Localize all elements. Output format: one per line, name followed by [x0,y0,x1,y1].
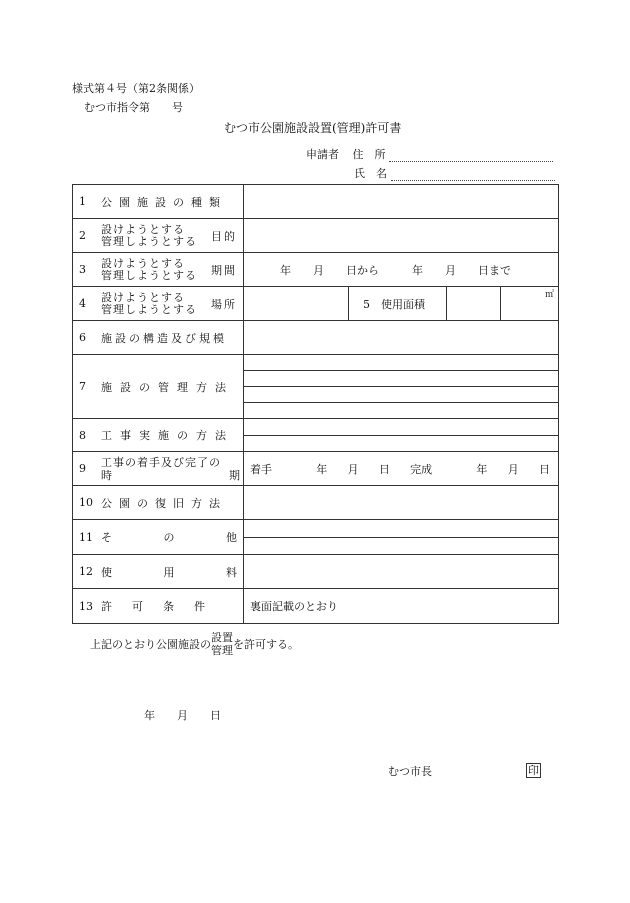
row-number: 9 [79,462,86,475]
page-title: むつ市公園施設設置(管理)許可書 [224,121,402,135]
start-month: 月 [347,462,359,476]
row-number: 13 [79,599,93,613]
option-manage: 管理 [211,644,233,657]
row-label-line2b: 期 [229,468,241,482]
end-month: 月 [507,462,519,476]
end-year: 年 [476,462,488,476]
row-number: 1 [79,195,86,208]
row-label-tail: 期間 [211,263,237,277]
value-cell[interactable] [244,555,559,589]
table-row [73,452,559,486]
row-label-a: 使 [101,565,112,579]
row-label: 工事実施の方法 [101,429,234,442]
name-field[interactable] [391,168,555,181]
end-day: 日 [538,462,550,476]
row-label-c: 料 [226,565,237,579]
form-number: 様式第４号（第2条関係） [72,82,200,95]
address-field[interactable] [389,149,553,162]
command-number: むつ市指令第 号 [84,101,183,114]
location-value[interactable] [244,287,349,321]
table-row [73,555,559,589]
period-value[interactable]: 年 月 日から 年 月 日まで [244,253,559,287]
start-year: 年 [316,462,328,476]
value-cell[interactable] [244,321,559,355]
table-row [73,219,559,253]
row-number: 12 [79,565,93,578]
approval-text-before: 上記のとおり公園施設の [90,638,211,651]
row-number: 4 [79,297,86,310]
permit-form-table [72,184,559,624]
approval-text-after: を許可する。 [233,638,299,651]
area-label: 5 使用面積 [349,287,447,321]
row-label-line1: 設けようとする [101,222,185,236]
table-row [73,185,559,219]
row-number: 7 [79,380,86,393]
row-number: 3 [79,263,86,276]
table-row [73,589,559,624]
start-label: 着手 [250,462,272,476]
applicant-address-row [306,146,553,162]
row-number: 8 [79,428,86,442]
table-row [73,486,559,520]
row-label-line2a: 時 [101,468,113,482]
row-number: 6 [79,331,86,344]
row-label-line2: 管理しようとする [101,234,197,248]
value-cell[interactable] [244,355,559,419]
value-cell[interactable] [244,419,559,452]
area-unit: ㎡ [501,287,559,321]
table-row [73,520,559,555]
row-label-line2: 管理しようとする [101,302,197,316]
row-label-line1: 工事の着手及び完了の [101,455,221,469]
end-label: 完成 [410,462,433,476]
applicant-label: 申請者 [306,148,339,161]
row-label: 施設の構造及び規模 [101,331,227,345]
row-label-tail: 目的 [211,229,237,243]
row-label-b: 用 [163,565,175,579]
seal-text: 印 [528,764,539,777]
start-day: 日 [378,462,390,476]
name-label: 氏 名 [354,167,387,180]
row-label-tail: 場所 [211,297,237,311]
applicant-name-row [354,165,555,181]
address-label: 住 所 [352,148,386,161]
row-label-line1: 設けようとする [101,290,185,304]
conditions-value: 裏面記載のとおり [244,589,559,624]
row-label-b: の [163,531,175,544]
row-number: 10 [79,496,93,509]
value-cell[interactable] [244,520,559,555]
approval-statement [90,631,299,657]
row-label-a: そ [101,531,112,544]
mayor-title: むつ市長 [388,765,432,778]
row-label: 許可条件 [101,600,225,613]
construction-period-value[interactable] [244,452,559,486]
row-label: 公園の復旧方法 [101,496,227,510]
seal-mark [526,762,541,778]
row-label-line1: 設けようとする [101,256,185,270]
row-label-c: 他 [226,531,237,544]
row-number: 11 [79,530,93,544]
option-setup: 設置 [211,631,233,644]
table-row [73,321,559,355]
value-cell[interactable] [244,219,559,253]
table-row [73,419,559,452]
issue-date: 年 月 日 [144,709,221,722]
area-value[interactable] [447,287,501,321]
table-row [73,253,559,287]
row-label: 公園施設の種類 [101,195,227,209]
row-number: 2 [79,229,86,242]
row-label: 施設の管理方法 [101,380,234,394]
table-row [73,287,559,321]
row-label-line2: 管理しようとする [101,268,197,282]
value-cell[interactable] [244,486,559,520]
value-cell[interactable] [244,185,559,219]
table-row [73,355,559,419]
